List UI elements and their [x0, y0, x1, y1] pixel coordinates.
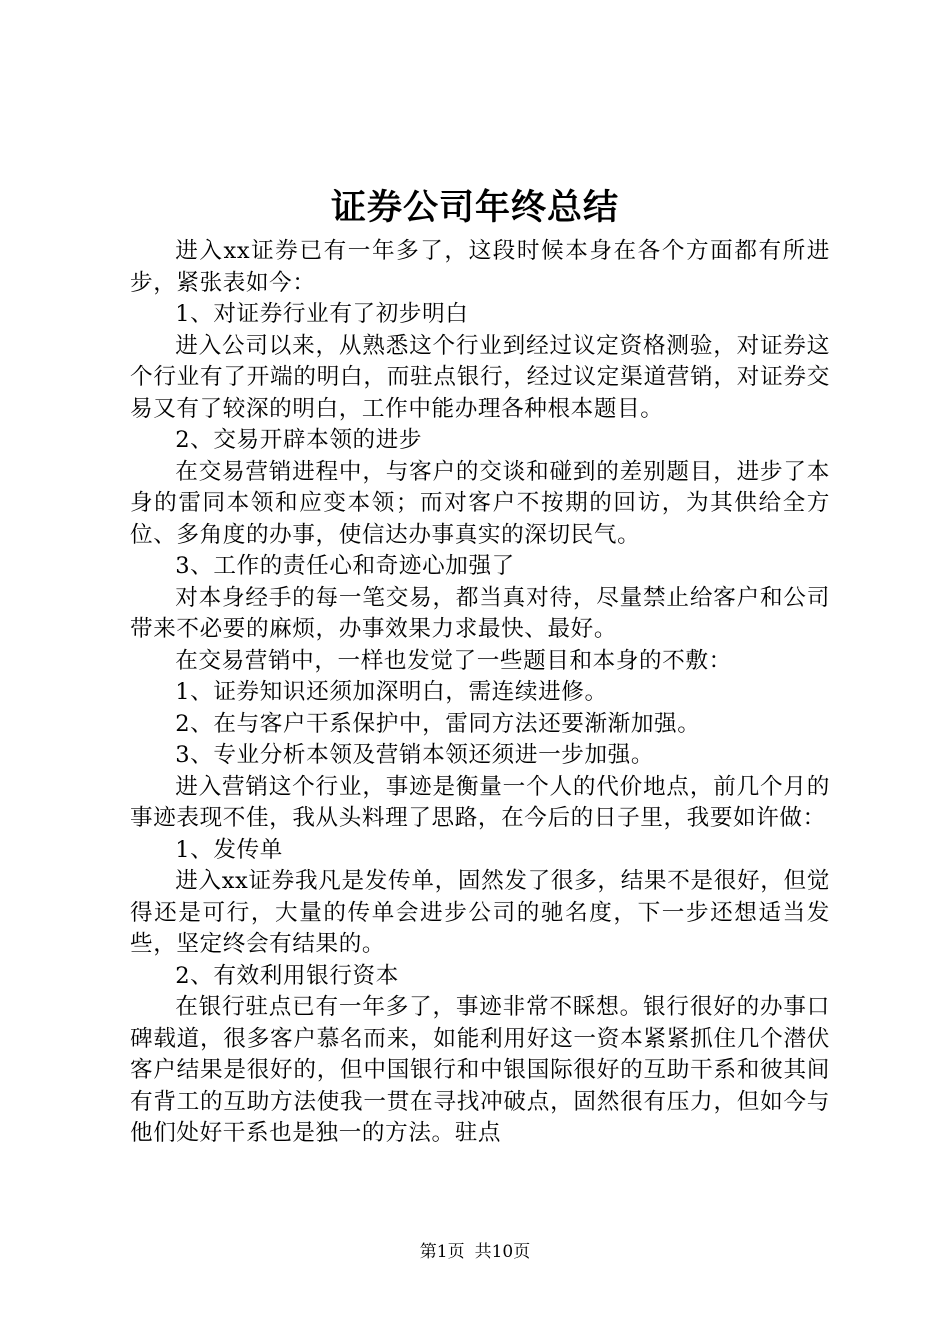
paragraph: 在银行驻点已有一年多了，事迹非常不睬想。银行很好的办事口碑载道，很多客户慕名而来，如能利用好这一资本紧紧抓住几个潜伏客户结果是很好的，但中国银行和中银国际很好的互助干系和彼其间有背工的互助方法使我一贯在寻找冲破点，固然很有压力，但如今与他们处好干系也是独一的方法。驻点 [130, 994, 830, 1146]
paragraph: 2、在与客户干系保护中，雷同方法还要渐渐加强。 [175, 710, 701, 737]
paragraph: 在交易营销中，一样也发觉了一些题目和本身的不敷： [175, 647, 732, 674]
paragraph: 3、专业分析本领及营销本领还须进一步加强。 [175, 742, 655, 768]
paragraph: 1、证券知识还须加深明白，需连续进修。 [175, 679, 608, 705]
paragraph: 进入xx证券我凡是发传单，固然发了很多，结果不是很好，但觉得还是可行，大量的传单会进步公司的驰名度，下一步还想适当发些，坚定终会有结果的。 [130, 868, 830, 957]
paragraph: 进入xx证券已有一年多了，这段时候本身在各个方面都有所进步，紧张表如今： [130, 238, 830, 296]
paragraph: 2、交易开辟本领的进步 [175, 427, 423, 453]
document-title: 证券公司年终总结 [330, 187, 619, 228]
paragraph: 1、对证券行业有了初步明白 [175, 301, 469, 327]
document-body [130, 236, 830, 1150]
paragraph: 在交易营销进程中，与客户的交谈和碰到的差别题目，进步了本身的雷同本领和应变本领；而对客户不按期的回访，为其供给全方位、多角度的办事，使信达办事真实的深切民气。 [130, 458, 830, 548]
paragraph: 进入公司以来，从熟悉这个行业到经过议定资格测验，对证券这个行业有了开端的明白，而驻点银行，经过议定渠道营销，对证券交易又有了较深的明白，工作中能办理各种根本题目。 [130, 332, 830, 422]
page-number: 第1页 [419, 1242, 465, 1262]
paragraph: 2、有效利用银行资本 [175, 962, 399, 989]
paragraph: 对本身经手的每一笔交易，都当真对待，尽量禁止给客户和公司带来不必要的麻烦，办事效果力求最快、最好。 [130, 584, 830, 642]
paragraph: 进入营销这个行业，事迹是衡量一个人的代价地点，前几个月的事迹表现不佳，我从头料理了思路，在今后的日子里，我要如许做： [130, 773, 830, 831]
paragraph: 1、发传单 [175, 836, 283, 863]
page-total: 共10页 [474, 1242, 531, 1262]
paragraph: 3、工作的责任心和奇迹心加强了 [175, 553, 515, 579]
page-footer [0, 1240, 950, 1264]
